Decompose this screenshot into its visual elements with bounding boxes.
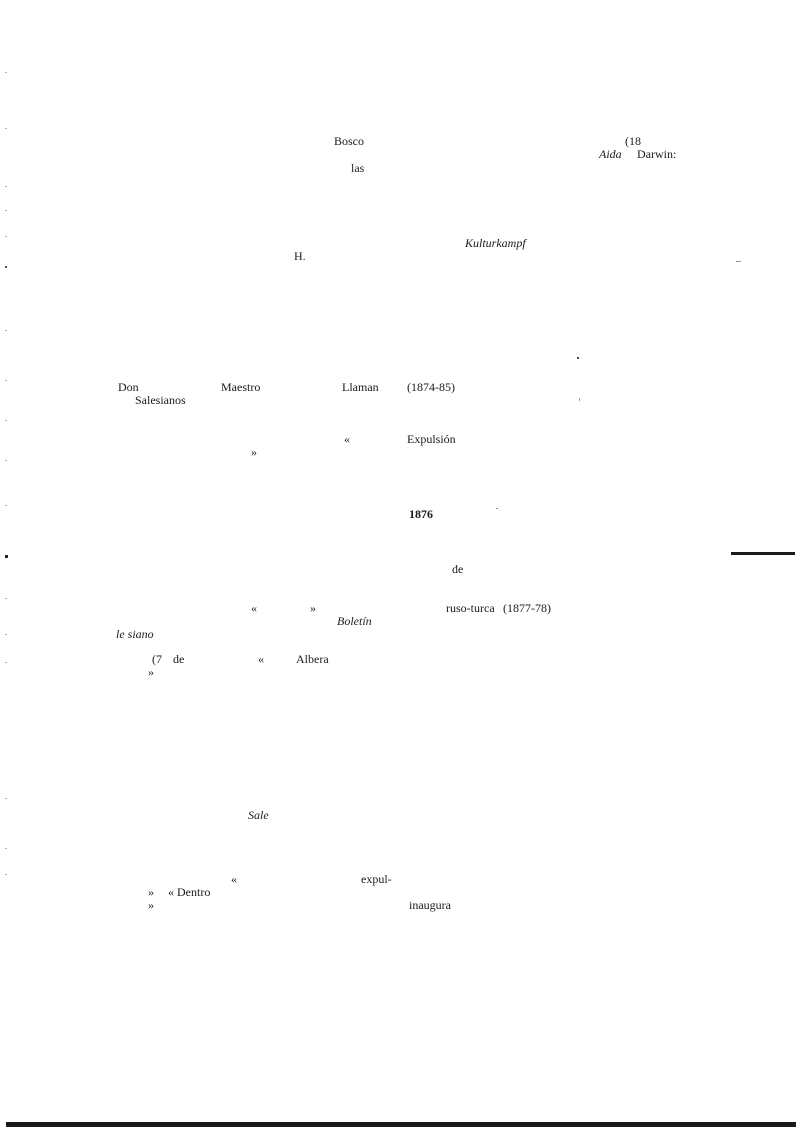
word-boletin: Boletín	[337, 614, 372, 628]
word-bosco: Bosco	[334, 134, 364, 148]
speck	[496, 508, 498, 509]
word-albera: Albera	[296, 652, 329, 666]
guillemet-open: «	[344, 432, 350, 446]
word-expulsion: Expulsión	[407, 432, 456, 446]
word-de: de	[452, 562, 464, 576]
word-las: las	[351, 161, 365, 175]
guillemet-close: »	[148, 665, 154, 679]
word-expul: expul-	[361, 872, 392, 886]
word-le-siano: le siano	[116, 627, 154, 641]
word-de: de	[173, 652, 185, 666]
bottom-page-rule	[6, 1122, 796, 1127]
word-years-1877-78: (1877-78)	[503, 601, 551, 615]
word-ruso-turca: ruso-turca	[446, 601, 495, 615]
speck	[736, 261, 741, 262]
guillemet-close: »	[148, 898, 154, 912]
guillemet-open: «	[231, 872, 237, 886]
word-paren-7: (7	[152, 652, 162, 666]
word-year-1876: 1876	[409, 507, 433, 521]
word-salesianos: Salesianos	[135, 393, 186, 407]
speck	[577, 357, 579, 359]
word-don: Don	[118, 380, 139, 394]
speck	[579, 398, 580, 401]
guillemet-close: »	[251, 445, 257, 459]
word-paren-18: (18	[625, 134, 641, 148]
guillemet-open: «	[251, 601, 257, 615]
right-margin-rule	[731, 552, 795, 555]
word-llaman: Llaman	[342, 380, 379, 394]
word-sale: Sale	[248, 808, 269, 822]
word-dentro: « Dentro	[168, 885, 211, 899]
word-years-1874-85: (1874-85)	[407, 380, 455, 394]
guillemet-close: »	[310, 601, 316, 615]
word-maestro: Maestro	[221, 380, 261, 394]
guillemet-open: «	[258, 652, 264, 666]
word-h-initial: H.	[294, 249, 306, 263]
word-kulturkampf: Kulturkampf	[465, 236, 526, 250]
word-inaugura: inaugura	[409, 898, 451, 912]
word-aida: Aida	[599, 147, 622, 161]
word-darwin: Darwin:	[637, 147, 677, 161]
guillemet-close: »	[148, 885, 154, 899]
